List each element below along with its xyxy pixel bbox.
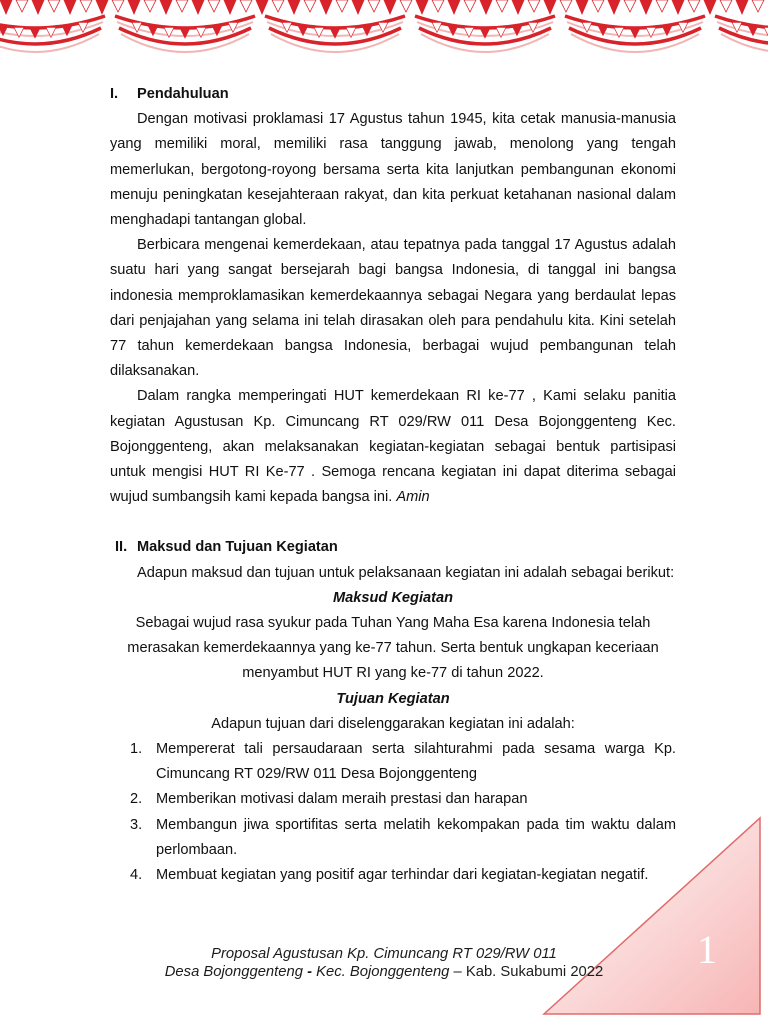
document-body: [110, 82, 676, 888]
pennant-flag: [512, 0, 524, 14]
list-text: Membuat kegiatan yang positif agar terhindar dari kegiatan-kegiatan negatif.: [156, 867, 649, 884]
pennant-flag: [32, 0, 44, 14]
maksud-paragraph: Sebagai wujud rasa syukur pada Tuhan Yang Maha Esa karena Indonesia telah merasakan kemerdekaannya yang ke-77 tahun. Serta bentuk ungkapan keceriaan menyambut HUT RI yang ke-77 di tahun 2022.: [127, 615, 659, 682]
pennant-flag: [496, 0, 508, 12]
pennant-flag: [608, 0, 620, 14]
list-item: [130, 787, 676, 812]
list-text: Membangun jiwa sportifitas serta melatih kekompakan pada tim waktu dalam perlombaan.: [156, 816, 676, 858]
pennant-flag: [16, 0, 28, 12]
list-number: 3.: [130, 816, 143, 833]
page-number: 1: [697, 927, 717, 972]
pennant-flag: [384, 0, 396, 14]
pennant-flag: [192, 0, 204, 14]
footer-desa: Desa Bojonggenteng: [164, 964, 303, 980]
footer-line-1: Proposal Agustusan Kp. Cimuncang RT 029/RW 011: [211, 946, 557, 962]
pennant-flag: [272, 0, 284, 12]
list-item: [130, 737, 676, 787]
section-title: Pendahuluan: [137, 86, 229, 102]
paragraph: Adapun maksud dan tujuan untuk pelaksanaan kegiatan ini adalah sebagai berikut:: [137, 564, 675, 581]
pennant-flag: [704, 0, 716, 14]
pennant-flag: [128, 0, 140, 14]
pennant-flag: [688, 0, 700, 12]
footer-separator: –: [449, 964, 466, 980]
list-number: 4.: [130, 867, 143, 884]
subheading-tujuan: Tujuan Kegiatan: [336, 690, 450, 707]
pennant-flag: [592, 0, 604, 12]
paragraph: [110, 384, 676, 510]
footer-line-2: [0, 962, 768, 982]
pennant-flag: [448, 0, 460, 14]
pennant-flag: [528, 0, 540, 12]
pennant-flag: [544, 0, 556, 14]
section-number: I.: [110, 86, 119, 102]
pennant-flag: [736, 0, 748, 14]
tujuan-intro: Adapun tujuan dari diselenggarakan kegiatan ini adalah:: [211, 715, 575, 732]
subheading-maksud: Maksud Kegiatan: [332, 589, 454, 606]
pennant-flag: [80, 0, 92, 12]
footer-separator: -: [302, 964, 317, 980]
pennant-flag: [656, 0, 668, 12]
pennant-flag: [320, 0, 332, 14]
pennant-flag: [144, 0, 156, 12]
pennant-flag: [96, 0, 108, 14]
list-number: 2.: [130, 791, 143, 808]
paragraph: Berbicara mengenai kemerdekaan, atau tepatnya pada tanggal 17 Agustus adalah suatu hari yang sangat bersejarah bagi bangsa Indonesia, di tanggal ini bangsa indonesia memproklamasikan kemerdekaannya sebagai Negara yang berdaulat lepas dari penjajahan yang selama ini telah dirasakan oleh para pendahulu kita. Kini setelah 77 tahun kemerdekaan bangsa Indonesia, berbagai wujud pembangunan telah dilaksanakan.: [110, 237, 676, 380]
pennant-flag: [208, 0, 220, 12]
paragraph-text: Dalam rangka memperingati HUT kemerdekaan RI ke-77 , Kami selaku panitia kegiatan Agustusan Kp. Cimuncang RT 029/RW 011 Desa Bojonggenteng Kec. Bojonggenteng, akan melaksanakan kegiatan-kegiatan sebagai bentuk partisipasi untuk mengisi HUT RI Ke-77 . Semoga rencana kegiatan ini dapat diterima sebagai wujud sumbangsih kami kepada bangsa ini.: [110, 388, 676, 506]
pennant-flag: [64, 0, 76, 14]
paragraph: Dengan motivasi proklamasi 17 Agustus tahun 1945, kita cetak manusia-manusia yang memiliki moral, memiliki rasa tanggung jawab, menolong yang tengah memerlukan, bergotong-royong bersama serta kita lanjutkan pembangunan ekonomi menuju peningkatan kesejahteraan rakyat, dan kita perkuat ketahanan nasional dalam menghadapi tantangan global.: [110, 111, 676, 229]
pennant-flag: [432, 0, 444, 12]
footer-kab: Kab. Sukabumi 2022: [465, 964, 604, 980]
pennant-flag: [176, 0, 188, 12]
list-number: 1.: [130, 741, 143, 758]
pennant-flag: [752, 0, 764, 12]
pennant-flag: [256, 0, 268, 14]
pennant-flag: [672, 0, 684, 14]
flag-bunting-decoration: [0, 0, 768, 56]
pennant-flag: [48, 0, 60, 12]
pennant-flag: [464, 0, 476, 12]
pennant-flag: [576, 0, 588, 14]
pennant-flag: [288, 0, 300, 14]
amin-text: Amin: [396, 489, 430, 506]
pennant-flag: [304, 0, 316, 12]
list-text: Memberikan motivasi dalam meraih prestasi dan harapan: [156, 791, 528, 808]
pennant-flag: [624, 0, 636, 12]
bunting-swag: [715, 16, 768, 28]
pennant-flag: [640, 0, 652, 14]
pennant-flag: [480, 0, 492, 14]
footer-kec: Kec. Bojonggenteng: [316, 964, 450, 980]
section-number: II.: [115, 539, 128, 556]
pennant-flag: [160, 0, 172, 14]
pennant-flag: [0, 0, 12, 14]
pennant-flag: [352, 0, 364, 14]
section-heading-pendahuluan: [110, 82, 676, 107]
pennant-flag: [224, 0, 236, 14]
pennant-flag: [368, 0, 380, 12]
pennant-flag: [336, 0, 348, 12]
pennant-flag: [720, 0, 732, 12]
pennant-flag: [416, 0, 428, 14]
page-corner-triangle: [540, 816, 764, 1016]
pennant-flag: [112, 0, 124, 12]
pennant-flag: [240, 0, 252, 12]
pennant-flag: [400, 0, 412, 12]
section-heading-maksud-tujuan: [115, 535, 676, 560]
section-title: Maksud dan Tujuan Kegiatan: [137, 539, 338, 556]
list-text: Mempererat tali persaudaraan serta silahturahmi pada sesama warga Kp. Cimuncang RT 029/RW 011 Desa Bojonggenteng: [156, 741, 676, 783]
pennant-flag: [560, 0, 572, 12]
